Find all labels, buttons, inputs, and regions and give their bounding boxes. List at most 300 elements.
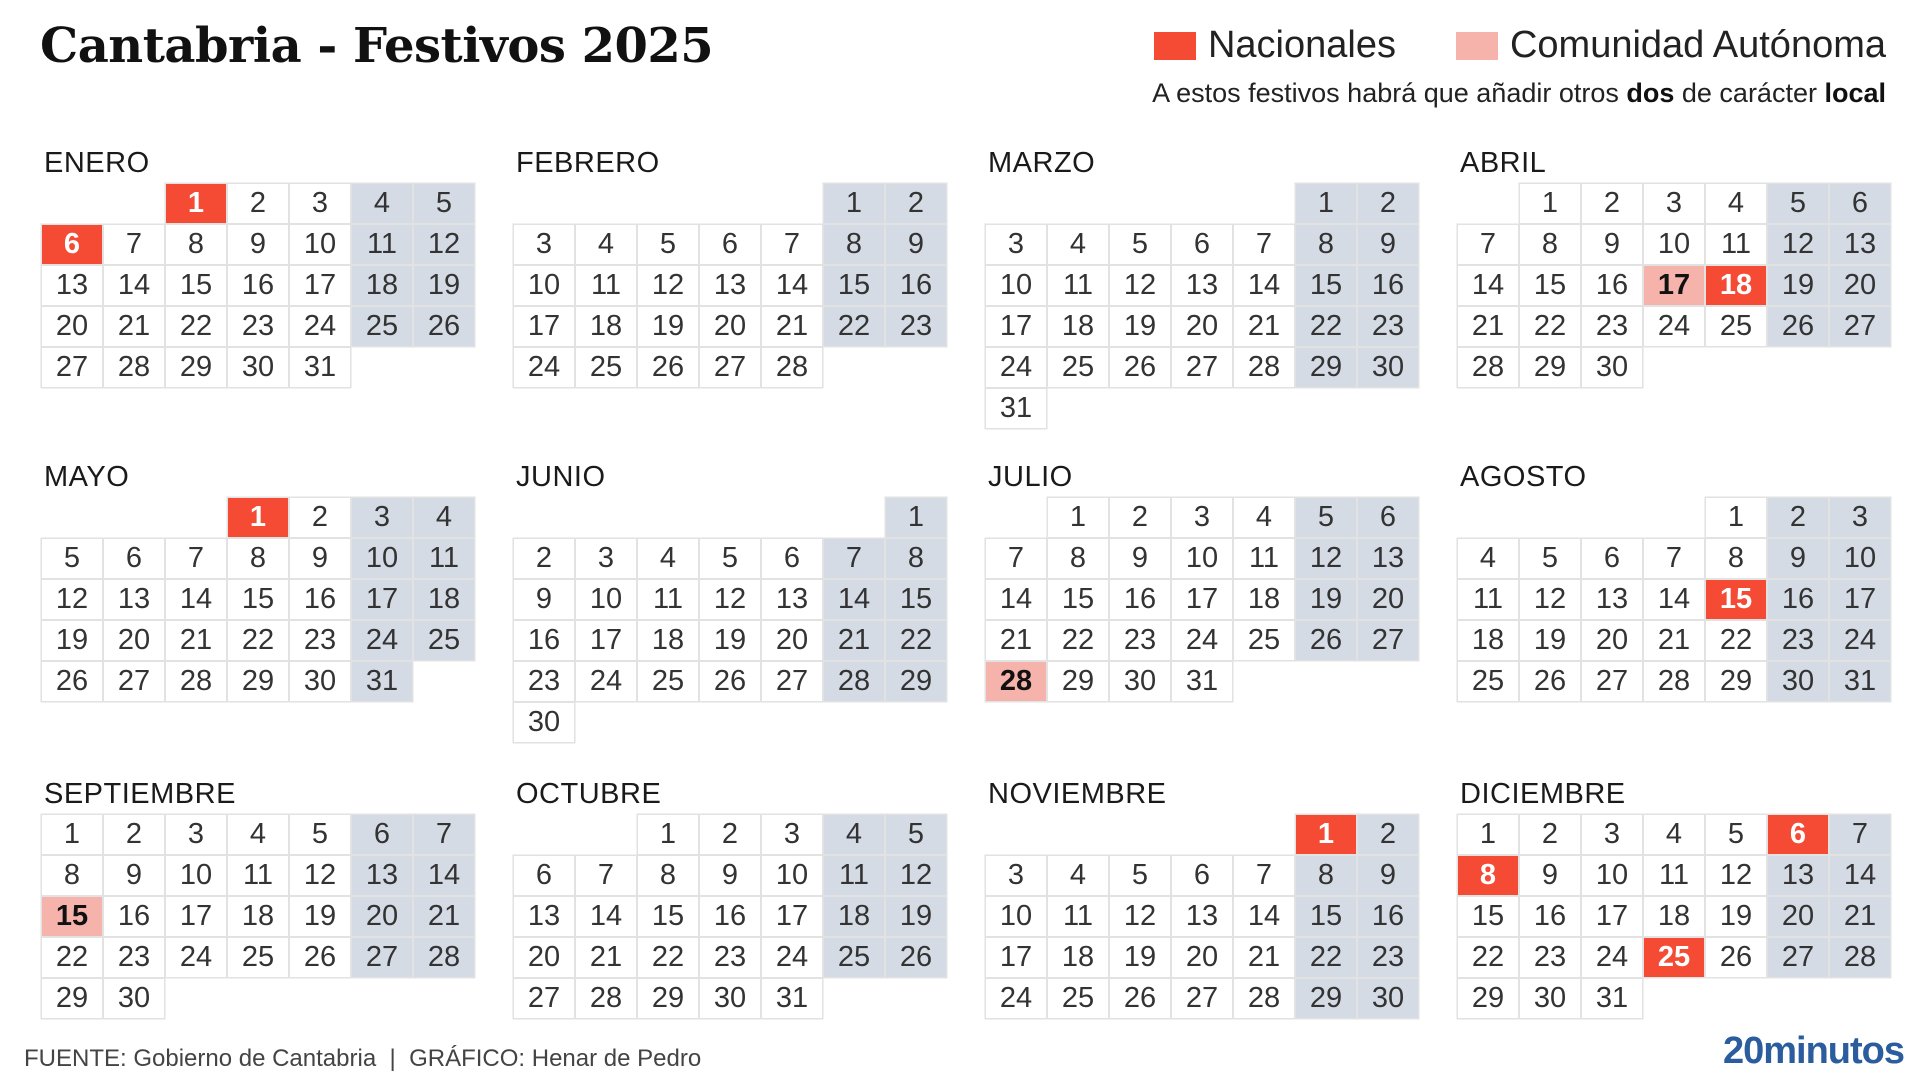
day-cell: 16 [1110, 580, 1170, 619]
empty-cell [576, 498, 636, 537]
day-cell: 13 [42, 266, 102, 305]
day-cell: 28 [1458, 348, 1518, 387]
day-cell: 19 [1110, 938, 1170, 977]
day-weekend: 1 [1296, 184, 1356, 223]
empty-cell [824, 498, 884, 537]
day-cell: 2 [1520, 815, 1580, 854]
day-cell: 19 [42, 621, 102, 660]
day-cell: 9 [290, 539, 350, 578]
empty-cell [1234, 184, 1294, 223]
day-cell: 24 [762, 938, 822, 977]
day-cell: 14 [166, 580, 226, 619]
day-cell: 25 [1458, 662, 1518, 701]
day-cell: 14 [986, 580, 1046, 619]
day-cell: 1 [638, 815, 698, 854]
day-cell: 16 [104, 897, 164, 936]
legend-regional-label: Comunidad Autónoma [1509, 24, 1886, 66]
day-weekend: 17 [1830, 580, 1890, 619]
day-cell: 28 [104, 348, 164, 387]
day-cell: 27 [700, 348, 760, 387]
day-cell: 10 [514, 266, 574, 305]
day-weekend: 12 [1768, 225, 1828, 264]
day-cell: 2 [228, 184, 288, 223]
month-julio [986, 456, 1416, 701]
day-cell: 29 [42, 979, 102, 1018]
day-cell: 8 [228, 539, 288, 578]
month-name: SEPTIEMBRE [44, 778, 236, 810]
day-cell: 12 [700, 580, 760, 619]
day-cell: 4 [576, 225, 636, 264]
day-cell: 5 [1110, 856, 1170, 895]
day-weekend: 23 [1358, 938, 1418, 977]
day-cell: 3 [1644, 184, 1704, 223]
day-weekend: 20 [1830, 266, 1890, 305]
empty-cell [104, 184, 164, 223]
month-septiembre [42, 773, 472, 1018]
day-cell: 18 [1048, 307, 1108, 346]
day-cell: 21 [104, 307, 164, 346]
day-cell: 28 [1644, 662, 1704, 701]
day-weekend: 21 [1830, 897, 1890, 936]
day-cell: 23 [700, 938, 760, 977]
day-cell: 23 [290, 621, 350, 660]
day-cell: 30 [1582, 348, 1642, 387]
day-cell: 16 [1582, 266, 1642, 305]
day-cell: 26 [700, 662, 760, 701]
day-cell: 18 [1048, 938, 1108, 977]
day-weekend: 13 [1768, 856, 1828, 895]
day-cell: 10 [986, 266, 1046, 305]
day-weekend: 21 [824, 621, 884, 660]
day-cell: 7 [166, 539, 226, 578]
month-grid [514, 498, 944, 742]
day-cell: 13 [762, 580, 822, 619]
day-weekend: 8 [1296, 225, 1356, 264]
day-cell: 9 [700, 856, 760, 895]
day-cell: 11 [1458, 580, 1518, 619]
empty-cell [1458, 184, 1518, 223]
day-weekend: 19 [414, 266, 474, 305]
day-weekend: 15 [1296, 266, 1356, 305]
day-cell: 9 [1582, 225, 1642, 264]
month-febrero [514, 142, 944, 387]
day-cell: 10 [1582, 856, 1642, 895]
day-cell: 2 [290, 498, 350, 537]
day-cell: 1 [1048, 498, 1108, 537]
day-cell: 13 [1172, 266, 1232, 305]
day-cell: 10 [762, 856, 822, 895]
day-cell: 16 [700, 897, 760, 936]
day-cell: 1 [1458, 815, 1518, 854]
day-cell: 3 [576, 539, 636, 578]
day-cell: 28 [1234, 979, 1294, 1018]
day-cell: 22 [228, 621, 288, 660]
day-weekend: 25 [824, 938, 884, 977]
empty-cell [762, 184, 822, 223]
day-cell: 1 [42, 815, 102, 854]
day-weekend: 11 [824, 856, 884, 895]
day-cell: 7 [576, 856, 636, 895]
month-grid [1458, 815, 1888, 1018]
day-weekend: 9 [886, 225, 946, 264]
day-cell: 14 [104, 266, 164, 305]
day-cell: 22 [1706, 621, 1766, 660]
day-cell: 8 [1520, 225, 1580, 264]
day-cell: 22 [1520, 307, 1580, 346]
day-cell: 3 [986, 856, 1046, 895]
day-cell: 13 [514, 897, 574, 936]
day-cell: 4 [1706, 184, 1766, 223]
day-cell: 9 [514, 580, 574, 619]
day-cell: 9 [1520, 856, 1580, 895]
day-cell: 15 [1520, 266, 1580, 305]
empty-cell [986, 498, 1046, 537]
day-cell: 11 [1048, 266, 1108, 305]
day-cell: 20 [700, 307, 760, 346]
note-bold-local: local [1824, 78, 1886, 108]
day-weekend: 9 [1768, 539, 1828, 578]
day-cell: 21 [986, 621, 1046, 660]
day-cell: 30 [1520, 979, 1580, 1018]
day-weekend: 26 [1768, 307, 1828, 346]
month-diciembre [1458, 773, 1888, 1018]
day-cell: 23 [1110, 621, 1170, 660]
day-weekend: 2 [1768, 498, 1828, 537]
day-cell: 14 [576, 897, 636, 936]
month-grid [42, 184, 472, 387]
day-cell: 6 [1582, 539, 1642, 578]
day-cell: 30 [1110, 662, 1170, 701]
day-cell: 11 [228, 856, 288, 895]
day-weekend: 19 [1296, 580, 1356, 619]
day-cell: 29 [166, 348, 226, 387]
month-abril [1458, 142, 1888, 387]
day-cell: 21 [762, 307, 822, 346]
page-title: Cantabria - Festivos 2025 [40, 18, 714, 74]
day-weekend: 30 [1358, 348, 1418, 387]
day-cell: 3 [986, 225, 1046, 264]
day-cell: 27 [1582, 662, 1642, 701]
month-name: ENERO [44, 147, 150, 179]
day-cell: 20 [104, 621, 164, 660]
day-national-holiday: 18 [1706, 266, 1766, 305]
day-cell: 13 [700, 266, 760, 305]
day-weekend: 27 [1830, 307, 1890, 346]
day-cell: 5 [1520, 539, 1580, 578]
month-grid [42, 498, 472, 701]
day-cell: 5 [42, 539, 102, 578]
day-cell: 12 [42, 580, 102, 619]
day-weekend: 7 [1830, 815, 1890, 854]
empty-cell [104, 498, 164, 537]
day-cell: 21 [166, 621, 226, 660]
day-cell: 25 [576, 348, 636, 387]
day-weekend: 5 [1296, 498, 1356, 537]
day-weekend: 15 [886, 580, 946, 619]
day-cell: 7 [104, 225, 164, 264]
day-cell: 26 [1110, 348, 1170, 387]
day-weekend: 27 [352, 938, 412, 977]
day-cell: 23 [514, 662, 574, 701]
day-cell: 30 [104, 979, 164, 1018]
day-cell: 29 [1048, 662, 1108, 701]
month-grid [1458, 184, 1888, 387]
day-cell: 23 [228, 307, 288, 346]
day-cell: 19 [1706, 897, 1766, 936]
month-grid [986, 498, 1416, 701]
month-name: AGOSTO [1460, 461, 1587, 493]
day-cell: 13 [1172, 897, 1232, 936]
empty-cell [638, 498, 698, 537]
day-cell: 30 [228, 348, 288, 387]
day-weekend: 29 [1296, 979, 1356, 1018]
month-grid [514, 815, 944, 1018]
day-weekend: 23 [886, 307, 946, 346]
day-weekend: 18 [352, 266, 412, 305]
day-weekend: 17 [352, 580, 412, 619]
day-cell: 26 [638, 348, 698, 387]
day-cell: 22 [1458, 938, 1518, 977]
day-cell: 7 [986, 539, 1046, 578]
empty-cell [514, 184, 574, 223]
day-cell: 21 [1234, 307, 1294, 346]
day-national-holiday: 6 [1768, 815, 1828, 854]
month-name: NOVIEMBRE [988, 778, 1167, 810]
day-cell: 10 [1644, 225, 1704, 264]
note-middle: de carácter [1674, 78, 1825, 108]
day-cell: 26 [290, 938, 350, 977]
day-cell: 9 [104, 856, 164, 895]
day-cell: 17 [762, 897, 822, 936]
day-cell: 30 [700, 979, 760, 1018]
day-cell: 2 [1582, 184, 1642, 223]
day-cell: 5 [1110, 225, 1170, 264]
day-national-holiday: 15 [1706, 580, 1766, 619]
day-cell: 26 [1110, 979, 1170, 1018]
day-cell: 8 [1048, 539, 1108, 578]
day-cell: 16 [228, 266, 288, 305]
day-cell: 14 [762, 266, 822, 305]
day-cell: 14 [1234, 266, 1294, 305]
day-national-holiday: 1 [228, 498, 288, 537]
empty-cell [986, 184, 1046, 223]
day-national-holiday: 1 [1296, 815, 1356, 854]
day-weekend: 7 [824, 539, 884, 578]
empty-cell [1172, 815, 1232, 854]
note-prefix: A estos festivos habrá que añadir otros [1152, 78, 1627, 108]
month-grid [986, 184, 1416, 428]
day-cell: 27 [1172, 979, 1232, 1018]
day-weekend: 9 [1358, 225, 1418, 264]
empty-cell [42, 184, 102, 223]
day-weekend: 30 [1768, 662, 1828, 701]
day-cell: 24 [986, 348, 1046, 387]
day-cell: 22 [42, 938, 102, 977]
day-cell: 12 [290, 856, 350, 895]
day-weekend: 25 [352, 307, 412, 346]
day-cell: 21 [1458, 307, 1518, 346]
day-cell: 12 [1706, 856, 1766, 895]
day-cell: 12 [1110, 897, 1170, 936]
day-weekend: 9 [1358, 856, 1418, 895]
day-cell: 17 [290, 266, 350, 305]
day-weekend: 20 [1358, 580, 1418, 619]
day-cell: 2 [104, 815, 164, 854]
day-cell: 27 [42, 348, 102, 387]
day-cell: 31 [1172, 662, 1232, 701]
regional-swatch [1456, 32, 1498, 60]
day-cell: 7 [1234, 856, 1294, 895]
day-weekend: 14 [824, 580, 884, 619]
empty-cell [1172, 184, 1232, 223]
day-national-holiday: 25 [1644, 938, 1704, 977]
empty-cell [1520, 498, 1580, 537]
day-cell: 24 [290, 307, 350, 346]
day-weekend: 26 [1296, 621, 1356, 660]
day-cell: 15 [166, 266, 226, 305]
day-cell: 4 [1048, 856, 1108, 895]
empty-cell [1048, 815, 1108, 854]
note-bold-dos: dos [1626, 78, 1675, 108]
month-name: OCTUBRE [516, 778, 662, 810]
day-cell: 10 [986, 897, 1046, 936]
day-cell: 11 [1644, 856, 1704, 895]
day-weekend: 24 [1830, 621, 1890, 660]
day-weekend: 16 [1358, 897, 1418, 936]
day-cell: 10 [166, 856, 226, 895]
day-weekend: 24 [352, 621, 412, 660]
month-name: ABRIL [1460, 147, 1547, 179]
day-regional-holiday: 28 [986, 662, 1046, 701]
day-weekend: 29 [1296, 348, 1356, 387]
day-cell: 7 [1234, 225, 1294, 264]
day-weekend: 12 [1296, 539, 1356, 578]
day-cell: 7 [762, 225, 822, 264]
day-weekend: 31 [352, 662, 412, 701]
day-cell: 8 [638, 856, 698, 895]
day-cell: 19 [1110, 307, 1170, 346]
day-cell: 18 [228, 897, 288, 936]
day-weekend: 22 [1296, 307, 1356, 346]
day-cell: 20 [1582, 621, 1642, 660]
day-cell: 11 [1048, 897, 1108, 936]
day-weekend: 12 [414, 225, 474, 264]
source-credit: FUENTE: Gobierno de Cantabria | GRÁFICO: Henar de Pedro [24, 1045, 702, 1072]
day-weekend: 3 [1830, 498, 1890, 537]
day-weekend: 6 [1358, 498, 1418, 537]
day-cell: 27 [1172, 348, 1232, 387]
brand-logo: 20minutos [1722, 1030, 1904, 1072]
day-weekend: 16 [1768, 580, 1828, 619]
empty-cell [166, 498, 226, 537]
day-weekend: 13 [352, 856, 412, 895]
empty-cell [638, 184, 698, 223]
month-name: FEBRERO [516, 147, 660, 179]
day-cell: 24 [576, 662, 636, 701]
day-cell: 25 [228, 938, 288, 977]
day-cell: 26 [1706, 938, 1766, 977]
day-cell: 17 [986, 938, 1046, 977]
month-junio [514, 456, 944, 742]
day-weekend: 8 [824, 225, 884, 264]
day-weekend: 21 [414, 897, 474, 936]
day-weekend: 4 [352, 184, 412, 223]
empty-cell [986, 815, 1046, 854]
day-weekend: 2 [1358, 184, 1418, 223]
day-cell: 12 [1110, 266, 1170, 305]
day-cell: 6 [104, 539, 164, 578]
day-cell: 31 [986, 389, 1046, 428]
national-swatch [1154, 32, 1196, 60]
month-name: JULIO [988, 461, 1073, 493]
day-cell: 13 [104, 580, 164, 619]
day-cell: 25 [1706, 307, 1766, 346]
month-mayo [42, 456, 472, 701]
day-weekend: 2 [1358, 815, 1418, 854]
day-national-holiday: 6 [42, 225, 102, 264]
day-weekend: 18 [414, 580, 474, 619]
day-cell: 25 [1048, 348, 1108, 387]
day-weekend: 4 [414, 498, 474, 537]
day-cell: 24 [1644, 307, 1704, 346]
day-weekend: 20 [352, 897, 412, 936]
day-weekend: 5 [1768, 184, 1828, 223]
day-weekend: 20 [1768, 897, 1828, 936]
day-weekend: 15 [1296, 897, 1356, 936]
month-enero [42, 142, 472, 387]
day-cell: 15 [638, 897, 698, 936]
day-cell: 24 [1172, 621, 1232, 660]
day-cell: 3 [166, 815, 226, 854]
day-cell: 23 [1582, 307, 1642, 346]
day-weekend: 16 [1358, 266, 1418, 305]
month-octubre [514, 773, 944, 1018]
day-weekend: 14 [414, 856, 474, 895]
day-weekend: 2 [886, 184, 946, 223]
day-cell: 31 [290, 348, 350, 387]
day-cell: 15 [1458, 897, 1518, 936]
month-name: DICIEMBRE [1460, 778, 1626, 810]
day-weekend: 25 [414, 621, 474, 660]
day-cell: 20 [514, 938, 574, 977]
empty-cell [1110, 815, 1170, 854]
day-cell: 24 [166, 938, 226, 977]
day-cell: 23 [104, 938, 164, 977]
day-cell: 5 [638, 225, 698, 264]
day-weekend: 30 [1358, 979, 1418, 1018]
empty-cell [1048, 184, 1108, 223]
day-cell: 4 [228, 815, 288, 854]
empty-cell [700, 498, 760, 537]
empty-cell [576, 815, 636, 854]
day-weekend: 18 [824, 897, 884, 936]
day-weekend: 22 [886, 621, 946, 660]
day-cell: 9 [1110, 539, 1170, 578]
day-cell: 28 [166, 662, 226, 701]
day-weekend: 26 [414, 307, 474, 346]
day-cell: 20 [1172, 307, 1232, 346]
month-noviembre [986, 773, 1416, 1018]
day-weekend: 28 [1830, 938, 1890, 977]
month-agosto [1458, 456, 1888, 701]
day-cell: 24 [1582, 938, 1642, 977]
day-cell: 1 [1706, 498, 1766, 537]
day-cell: 4 [1644, 815, 1704, 854]
day-national-holiday: 1 [166, 184, 226, 223]
day-weekend: 31 [1830, 662, 1890, 701]
day-weekend: 8 [1296, 856, 1356, 895]
day-cell: 18 [1644, 897, 1704, 936]
